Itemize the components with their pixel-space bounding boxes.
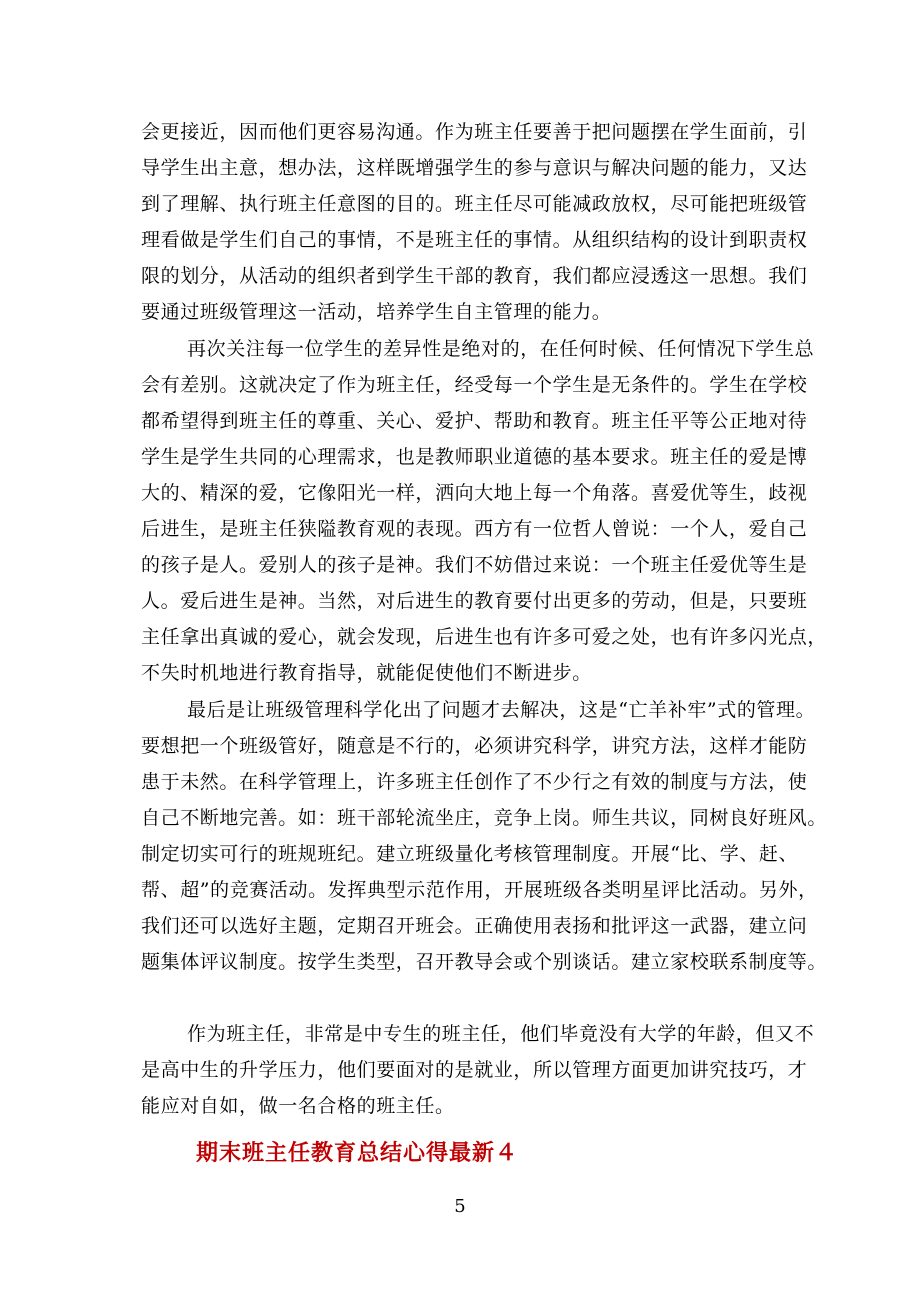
paragraph-1-line-5: 限的划分，从活动的组织者到学生干部的教育，我们都应浸透这一思想。我们	[141, 265, 808, 287]
paragraph-2-line-7: 的孩子是人。爱别人的孩子是神。我们不妨借过来说：一个班主任爱优等生是	[141, 554, 808, 576]
paragraph-1-line-2: 导学生出主意，想办法，这样既增强学生的参与意识与解决问题的能力，又达	[141, 157, 808, 179]
paragraph-2-line-1: 再次关注每一位学生的差异性是绝对的，在任何时候、任何情况下学生总	[187, 338, 815, 360]
paragraph-3-line-8: 题集体评议制度。按学生类型，召开教导会或个别谈话。建立家校联系制度等。	[141, 951, 828, 973]
paragraph-2-line-9: 主任拿出真诚的爱心，就会发现，后进生也有许多可爱之处，也有许多闪光点，	[141, 626, 828, 648]
paragraph-2-line-8: 人。爱后进生是神。当然，对后进生的教育要付出更多的劳动，但是，只要班	[141, 590, 808, 612]
paragraph-3-line-6: 帮、超”的竞赛活动。发挥典型示范作用，开展班级各类明星评比活动。另外，	[141, 879, 818, 901]
paragraph-4-line-3: 能应对自如，做一名合格的班主任。	[141, 1095, 455, 1117]
paragraph-3-line-7: 我们还可以选好主题，定期召开班会。正确使用表扬和批评这一武器，建立问	[141, 915, 808, 937]
paragraph-2-line-6: 后进生，是班主任狭隘教育观的表现。西方有一位哲人曾说：一个人，爱自己	[141, 518, 808, 540]
paragraph-4-line-1: 作为班主任，非常是中专生的班主任，他们毕竟没有大学的年龄，但又不	[187, 1023, 815, 1045]
paragraph-3-line-4: 自己不断地完善。如：班干部轮流坐庄，竞争上岗。师生共议，同树良好班风。	[141, 807, 828, 829]
paragraph-1-line-4: 理看做是学生们自己的事情，不是班主任的事情。从组织结构的设计到职责权	[141, 229, 808, 251]
paragraph-2-line-2: 会有差别。这就决定了作为班主任，经受每一个学生是无条件的。学生在学校	[141, 374, 808, 396]
paragraph-2-line-5: 大的、精深的爱，它像阳光一样，洒向大地上每一个角落。喜爱优等生，歧视	[141, 482, 808, 504]
page-number: 5	[454, 1196, 466, 1217]
paragraph-1-line-1: 会更接近，因而他们更容易沟通。作为班主任要善于把问题摆在学生面前，引	[141, 121, 808, 143]
paragraph-1-line-3: 到了理解、执行班主任意图的目的。班主任尽可能减政放权，尽可能把班级管	[141, 193, 808, 215]
paragraph-3-line-5: 制定切实可行的班规班纪。建立班级量化考核管理制度。开展“比、学、赶、	[141, 843, 799, 865]
paragraph-3-line-1: 最后是让班级管理科学化出了问题才去解决，这是“亡羊补牢”式的管理。	[187, 699, 816, 721]
paragraph-2-line-3: 都希望得到班主任的尊重、关心、爱护、帮助和教育。班主任平等公正地对待	[141, 410, 808, 432]
section-heading: 期末班主任教育总结心得最新４	[196, 1141, 519, 1166]
paragraph-4-line-2: 是高中生的升学压力，他们要面对的是就业，所以管理方面更加讲究技巧，才	[141, 1059, 808, 1081]
paragraph-3-line-3: 患于未然。在科学管理上，许多班主任创作了不少行之有效的制度与方法，使	[141, 771, 808, 793]
paragraph-2-line-10: 不失时机地进行教育指导，就能促使他们不断进步。	[141, 662, 592, 684]
paragraph-2-line-4: 学生是学生共同的心理需求，也是教师职业道德的基本要求。班主任的爱是博	[141, 446, 808, 468]
paragraph-3-line-2: 要想把一个班级管好，随意是不行的，必须讲究科学，讲究方法，这样才能防	[141, 735, 808, 757]
paragraph-1-line-6: 要通过班级管理这一活动，培养学生自主管理的能力。	[141, 301, 612, 323]
